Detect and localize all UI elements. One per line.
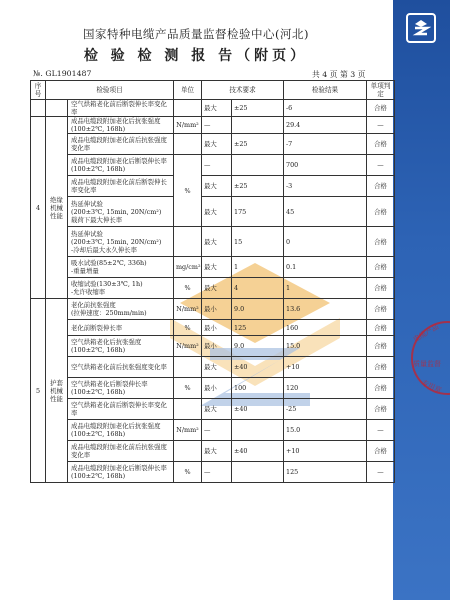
requirement-limit-cell: 最大 bbox=[202, 197, 232, 227]
requirement-value-cell bbox=[232, 155, 284, 176]
result-cell: 15.0 bbox=[284, 420, 367, 441]
item-cell: 空气烘箱老化后断裂伸长率(100±2℃, 168h) bbox=[68, 378, 174, 399]
item-cell: 成品电缆段附加老化前后断裂伸长率变化率 bbox=[68, 176, 174, 197]
unit-cell: N/mm² bbox=[174, 117, 202, 134]
table-row bbox=[31, 278, 395, 299]
item-cell: 热延伸试验 (200±3℃, 15min, 20N/cm²) 载荷下最大伸长率 bbox=[68, 197, 174, 227]
unit-cell bbox=[174, 399, 202, 420]
table-row bbox=[31, 420, 395, 441]
item-cell: 老化前断裂伸长率 bbox=[68, 320, 174, 336]
requirement-value-cell: ±25 bbox=[232, 134, 284, 155]
inspection-stamp bbox=[393, 318, 450, 398]
unit-cell: N/mm² bbox=[174, 336, 202, 357]
group-cell: 护套 机械 性能 bbox=[46, 299, 68, 483]
verdict-cell: 合格 bbox=[367, 257, 395, 278]
item-cell: 成品电缆段附加老化后抗张强度(100±2℃, 168h) bbox=[68, 117, 174, 134]
col-requirement: 技术要求 bbox=[202, 81, 284, 100]
requirement-limit-cell: 最大 bbox=[202, 134, 232, 155]
item-cell: 成品电缆段附加老化前后抗张强度变化率 bbox=[68, 134, 174, 155]
result-cell: -6 bbox=[284, 100, 367, 117]
unit-cell: % bbox=[174, 462, 202, 483]
svg-text:专用章: 专用章 bbox=[420, 378, 443, 395]
requirement-value-cell: ±25 bbox=[232, 176, 284, 197]
table-row bbox=[31, 320, 395, 336]
requirement-value-cell: 175 bbox=[232, 197, 284, 227]
col-verdict: 单项判定 bbox=[367, 81, 395, 100]
report-number: №. GL1901487 bbox=[33, 69, 92, 78]
requirement-limit-cell: 最大 bbox=[202, 100, 232, 117]
verdict-cell: — bbox=[367, 420, 395, 441]
requirement-value-cell bbox=[232, 462, 284, 483]
table-row bbox=[31, 462, 395, 483]
unit-cell: % bbox=[174, 320, 202, 336]
report-title: 检 验 检 测 报 告（附页） bbox=[83, 48, 309, 64]
requirement-limit-cell: 最大 bbox=[202, 257, 232, 278]
brand-stripe bbox=[393, 0, 450, 600]
requirement-limit-cell: 最大 bbox=[202, 278, 232, 299]
item-cell: 成品电缆段附加老化前后抗张强度变化率 bbox=[68, 441, 174, 462]
requirement-value-cell: 15 bbox=[232, 227, 284, 257]
group-cell bbox=[46, 100, 68, 117]
verdict-cell: — bbox=[367, 117, 395, 134]
result-cell: 1 bbox=[284, 278, 367, 299]
item-cell: 老化前抗张强度 (拉伸速度：250mm/min) bbox=[68, 299, 174, 320]
requirement-limit-cell: 最小 bbox=[202, 299, 232, 320]
item-cell: 空气烘箱老化前后断裂伸长率变化率 bbox=[68, 399, 174, 420]
unit-cell: N/mm² bbox=[174, 299, 202, 320]
svg-text:质量监督: 质量监督 bbox=[413, 360, 441, 368]
col-result: 检验结果 bbox=[284, 81, 367, 100]
result-cell: -3 bbox=[284, 176, 367, 197]
requirement-limit-cell: 最大 bbox=[202, 441, 232, 462]
seq-cell bbox=[31, 100, 46, 117]
item-cell: 空气烘箱老化前后抗张强度变化率 bbox=[68, 357, 174, 378]
result-cell: 29.4 bbox=[284, 117, 367, 134]
unit-cell: mg/cm² bbox=[174, 257, 202, 278]
unit-cell: N/mm² bbox=[174, 420, 202, 441]
result-cell: 0.1 bbox=[284, 257, 367, 278]
result-cell: -7 bbox=[284, 134, 367, 155]
item-cell: 收缩试验(130±3℃, 1h) -允许收缩率 bbox=[68, 278, 174, 299]
requirement-value-cell: ±40 bbox=[232, 399, 284, 420]
result-cell: 13.6 bbox=[284, 299, 367, 320]
verdict-cell: 合格 bbox=[367, 357, 395, 378]
unit-cell: % bbox=[174, 278, 202, 299]
requirement-value-cell: ±40 bbox=[232, 441, 284, 462]
requirement-limit-cell: 最小 bbox=[202, 378, 232, 399]
verdict-cell: 合格 bbox=[367, 176, 395, 197]
result-cell: +10 bbox=[284, 357, 367, 378]
verdict-cell: 合格 bbox=[367, 299, 395, 320]
requirement-limit-cell: — bbox=[202, 462, 232, 483]
unit-cell bbox=[174, 441, 202, 462]
table-row bbox=[31, 299, 395, 320]
requirement-limit-cell: 最小 bbox=[202, 336, 232, 357]
logo-icon bbox=[406, 13, 436, 43]
requirement-limit-cell: — bbox=[202, 155, 232, 176]
col-unit: 单位 bbox=[174, 81, 202, 100]
table-row bbox=[31, 197, 395, 227]
verdict-cell: 合格 bbox=[367, 320, 395, 336]
result-cell: 45 bbox=[284, 197, 367, 227]
verdict-cell: 合格 bbox=[367, 378, 395, 399]
table-row bbox=[31, 117, 395, 134]
table-row bbox=[31, 399, 395, 420]
item-cell: 成品电缆段附加老化后抗张强度(100±2℃, 168h) bbox=[68, 420, 174, 441]
page-info: 共 4 页 第 3 页 bbox=[312, 70, 366, 79]
unit-cell: % bbox=[174, 155, 202, 227]
requirement-limit-cell: 最大 bbox=[202, 399, 232, 420]
verdict-cell: — bbox=[367, 462, 395, 483]
result-cell: 0 bbox=[284, 227, 367, 257]
requirement-value-cell bbox=[232, 117, 284, 134]
unit-cell bbox=[174, 357, 202, 378]
result-cell: 120 bbox=[284, 378, 367, 399]
seq-cell: 5 bbox=[31, 299, 46, 483]
requirement-value-cell: 100 bbox=[232, 378, 284, 399]
table-row bbox=[31, 378, 395, 399]
verdict-cell: 合格 bbox=[367, 227, 395, 257]
table-row bbox=[31, 336, 395, 357]
result-cell: 15.0 bbox=[284, 336, 367, 357]
result-cell: 160 bbox=[284, 320, 367, 336]
verdict-cell: 合格 bbox=[367, 197, 395, 227]
unit-cell bbox=[174, 227, 202, 257]
requirement-value-cell: 125 bbox=[232, 320, 284, 336]
table-row bbox=[31, 176, 395, 197]
result-cell: 125 bbox=[284, 462, 367, 483]
result-cell: 700 bbox=[284, 155, 367, 176]
table-row bbox=[31, 227, 395, 257]
verdict-cell: 合格 bbox=[367, 399, 395, 420]
result-cell: -25 bbox=[284, 399, 367, 420]
col-seq: 序号 bbox=[31, 81, 46, 100]
verdict-cell: 合格 bbox=[367, 278, 395, 299]
table-row bbox=[31, 257, 395, 278]
unit-cell: % bbox=[174, 378, 202, 399]
org-title: 国家特种电缆产品质量监督检验中心(河北) bbox=[83, 27, 309, 41]
item-cell: 热延伸试验 (200±3℃, 15min, 20N/cm²) -冷却后最大永久伸长率 bbox=[68, 227, 174, 257]
table-row bbox=[31, 155, 395, 176]
svg-text:电缆产品: 电缆产品 bbox=[412, 322, 441, 344]
verdict-cell: 合格 bbox=[367, 134, 395, 155]
verdict-cell: — bbox=[367, 155, 395, 176]
results-table bbox=[30, 80, 395, 483]
table-row bbox=[31, 357, 395, 378]
requirement-limit-cell: 最大 bbox=[202, 357, 232, 378]
table-header bbox=[31, 81, 395, 100]
item-cell: 空气烘箱老化后抗张强度(100±2℃, 168h) bbox=[68, 336, 174, 357]
table-row bbox=[31, 134, 395, 155]
verdict-cell: 合格 bbox=[367, 336, 395, 357]
requirement-limit-cell: — bbox=[202, 117, 232, 134]
requirement-value-cell: 1 bbox=[232, 257, 284, 278]
table-row bbox=[31, 100, 395, 117]
verdict-cell: 合格 bbox=[367, 100, 395, 117]
group-cell: 绝缘 机械 性能 bbox=[46, 117, 68, 299]
requirement-limit-cell: 最大 bbox=[202, 227, 232, 257]
unit-cell bbox=[174, 134, 202, 155]
unit-cell bbox=[174, 100, 202, 117]
item-cell: 吸水试验(85±2℃, 336h) -重量增量 bbox=[68, 257, 174, 278]
result-cell: +10 bbox=[284, 441, 367, 462]
requirement-value-cell: 4 bbox=[232, 278, 284, 299]
requirement-value-cell: 9.0 bbox=[232, 336, 284, 357]
verdict-cell: 合格 bbox=[367, 441, 395, 462]
requirement-value-cell: 9.0 bbox=[232, 299, 284, 320]
requirement-limit-cell: — bbox=[202, 420, 232, 441]
requirement-limit-cell: 最大 bbox=[202, 176, 232, 197]
seq-cell: 4 bbox=[31, 117, 46, 299]
item-cell: 成品电缆段附加老化后断裂伸长率(100±2℃, 168h) bbox=[68, 462, 174, 483]
item-cell: 空气烘箱老化前后断裂伸长率变化率 bbox=[68, 100, 174, 117]
requirement-value-cell bbox=[232, 420, 284, 441]
requirement-value-cell: ±25 bbox=[232, 100, 284, 117]
table-row bbox=[31, 441, 395, 462]
requirement-value-cell: ±40 bbox=[232, 357, 284, 378]
item-cell: 成品电缆段附加老化后断裂伸长率(100±2℃, 168h) bbox=[68, 155, 174, 176]
col-item: 检验项目 bbox=[46, 81, 174, 100]
requirement-limit-cell: 最小 bbox=[202, 320, 232, 336]
